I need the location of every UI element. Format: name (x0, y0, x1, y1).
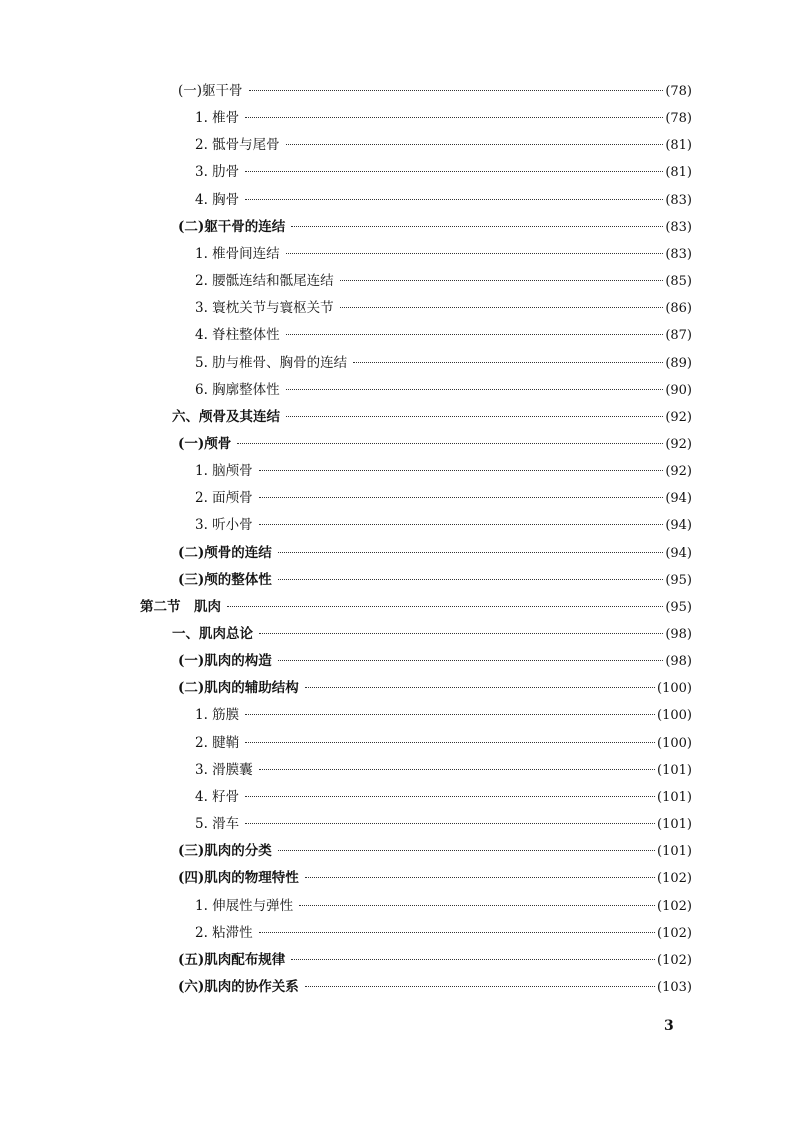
toc-entry-page: (86) (665, 301, 692, 317)
toc-entry-page: (102) (657, 925, 692, 941)
toc-entry-title: 2. 骶骨与尾骨 (195, 137, 280, 154)
toc-entry-title: 6. 胸廓整体性 (195, 381, 280, 398)
dot-leader (305, 687, 655, 688)
toc-entry (195, 243, 692, 265)
toc-entry (178, 80, 692, 102)
dot-leader (245, 199, 663, 200)
dot-leader (291, 959, 655, 960)
toc-entry (178, 677, 692, 699)
toc-entry (195, 189, 692, 211)
toc-entry-title: 3. 听小骨 (195, 517, 253, 534)
dot-leader (259, 470, 664, 471)
toc-entry-page: (101) (657, 789, 692, 805)
toc-entry-page: (78) (665, 111, 692, 127)
toc-entry (195, 487, 692, 509)
toc-entry (195, 786, 692, 808)
toc-entry (178, 840, 692, 862)
toc-entry (195, 460, 692, 482)
dot-leader (259, 524, 664, 525)
toc-entry-title: 1. 椎骨 (195, 110, 240, 127)
toc-entry-title: (二)肌肉的辅助结构 (178, 680, 299, 697)
toc-entry-title: 4. 籽骨 (195, 788, 240, 805)
dot-leader (286, 389, 664, 390)
toc-entry-page: (81) (665, 165, 692, 181)
dot-leader (340, 307, 664, 308)
toc-entry (178, 949, 692, 971)
toc-entry-page: (100) (657, 708, 692, 724)
dot-leader (245, 171, 663, 172)
toc-entry (195, 297, 692, 319)
dot-leader (245, 714, 655, 715)
toc-entry (195, 134, 692, 156)
toc-entry (178, 216, 692, 238)
toc-entry-page: (102) (657, 952, 692, 968)
toc-entry-page: (100) (657, 681, 692, 697)
toc-entry-title: 1. 伸展性与弹性 (195, 897, 294, 914)
toc-entry (178, 433, 692, 455)
dot-leader (286, 334, 664, 335)
toc-entry-title: 3. 肋骨 (195, 164, 240, 181)
toc-entry-title: 六、颅骨及其连结 (172, 408, 280, 425)
toc-entry-page: (90) (665, 382, 692, 398)
toc-entry-title: (四)肌肉的物理特性 (178, 870, 299, 887)
toc-entry-page: (98) (665, 627, 692, 642)
dot-leader (259, 497, 664, 498)
toc-entry-page: (87) (665, 328, 692, 344)
page-number: 3 (664, 1018, 674, 1034)
toc-entry-page: (85) (665, 274, 692, 290)
dot-leader (353, 362, 663, 363)
toc-entry-page: (101) (657, 817, 692, 833)
toc-entry-title: 2. 腱鞘 (195, 734, 240, 751)
toc-entry-page: (89) (665, 355, 692, 371)
toc-entry-page: (102) (657, 871, 692, 887)
toc-entry (195, 704, 692, 726)
dot-leader (245, 117, 663, 118)
toc-entry-page: (92) (665, 409, 692, 425)
dot-leader (249, 90, 664, 91)
dot-leader (259, 633, 663, 634)
dot-leader (259, 769, 655, 770)
toc-entry-page: (98) (665, 654, 692, 670)
toc-entry (140, 596, 692, 618)
toc-entry-page: (101) (657, 844, 692, 860)
toc-entry-title: 4. 胸骨 (195, 191, 240, 208)
dot-leader (286, 416, 663, 417)
toc-entry (195, 759, 692, 781)
dot-leader (291, 226, 663, 227)
toc-entry (195, 324, 692, 346)
toc-entry-page: (83) (665, 219, 692, 235)
toc-entry-title: (六)肌肉的协作关系 (178, 978, 299, 995)
toc-entry-title: (二)躯干骨的连结 (178, 218, 286, 235)
dot-leader (286, 253, 664, 254)
dot-leader (245, 796, 655, 797)
toc-entry-page: (94) (665, 518, 692, 534)
dot-leader (299, 905, 655, 906)
toc-entry (172, 406, 692, 428)
toc-entry (172, 623, 692, 645)
dot-leader (259, 932, 655, 933)
dot-leader (278, 660, 664, 661)
toc-entry (195, 352, 692, 374)
toc-entry (195, 732, 692, 754)
dot-leader (227, 606, 663, 607)
toc-entry-title: (一)躯干骨 (178, 83, 243, 99)
toc-entry-page: (78) (665, 84, 692, 99)
toc-entry-page: (94) (665, 491, 692, 507)
toc-entry-title: 第二节 肌肉 (140, 598, 221, 615)
toc-entry-title: 2. 腰骶连结和骶尾连结 (195, 273, 334, 290)
toc-entry-title: 4. 脊柱整体性 (195, 327, 280, 344)
toc-entry-page: (102) (657, 898, 692, 914)
toc-entry-title: 5. 肋与椎骨、胸骨的连结 (195, 354, 348, 371)
toc-entry (178, 569, 692, 591)
toc-entry (195, 514, 692, 536)
toc-entry-title: 3. 滑膜囊 (195, 761, 253, 778)
toc-entry-page: (83) (665, 192, 692, 208)
toc-entry (195, 895, 692, 917)
toc-entry-title: (二)颅骨的连结 (178, 544, 272, 561)
toc-entry-page: (92) (665, 464, 692, 480)
dot-leader (305, 986, 655, 987)
toc-entry-title: (三)颅的整体性 (178, 571, 272, 588)
dot-leader (340, 280, 664, 281)
toc-entry-page: (83) (665, 246, 692, 262)
toc-entry (195, 270, 692, 292)
dot-leader (305, 877, 655, 878)
toc-entry-page: (103) (657, 979, 692, 995)
toc-entry-title: 2. 粘滞性 (195, 924, 253, 941)
toc-entry-page: (95) (665, 572, 692, 588)
toc-entry-page: (100) (657, 735, 692, 751)
dot-leader (278, 579, 664, 580)
toc-entry-title: (三)肌肉的分类 (178, 843, 272, 860)
toc-entry-title: (一)颅骨 (178, 435, 232, 452)
toc-entry-title: (一)肌肉的构造 (178, 653, 272, 670)
dot-leader (245, 742, 655, 743)
toc-entry-title: 一、肌肉总论 (172, 626, 253, 642)
toc-entry (195, 107, 692, 129)
toc-entry-title: 2. 面颅骨 (195, 490, 253, 507)
toc-entry-page: (95) (665, 599, 692, 615)
toc-entry-title: 1. 脑颅骨 (195, 463, 253, 480)
toc-entry (195, 161, 692, 183)
toc-entry (195, 813, 692, 835)
toc-entry-page: (94) (665, 545, 692, 561)
toc-entry (178, 542, 692, 564)
toc-entry (178, 976, 692, 998)
toc-entry-title: 5. 滑车 (195, 816, 240, 833)
dot-leader (278, 552, 664, 553)
toc-entry-title: 1. 椎骨间连结 (195, 245, 280, 262)
dot-leader (237, 443, 663, 444)
toc-entry-page: (92) (665, 436, 692, 452)
toc-entry (195, 922, 692, 944)
toc-entry-page: (101) (657, 762, 692, 778)
toc-entry-title: 3. 寰枕关节与寰枢关节 (195, 300, 334, 317)
dot-leader (245, 823, 655, 824)
toc-entry (195, 379, 692, 401)
dot-leader (278, 850, 655, 851)
toc-entry (178, 867, 692, 889)
toc-entry (178, 650, 692, 672)
toc-entry-title: (五)肌肉配布规律 (178, 951, 286, 968)
toc-entry-page: (81) (665, 138, 692, 154)
toc-entry-title: 1. 筋膜 (195, 707, 240, 724)
dot-leader (286, 144, 664, 145)
